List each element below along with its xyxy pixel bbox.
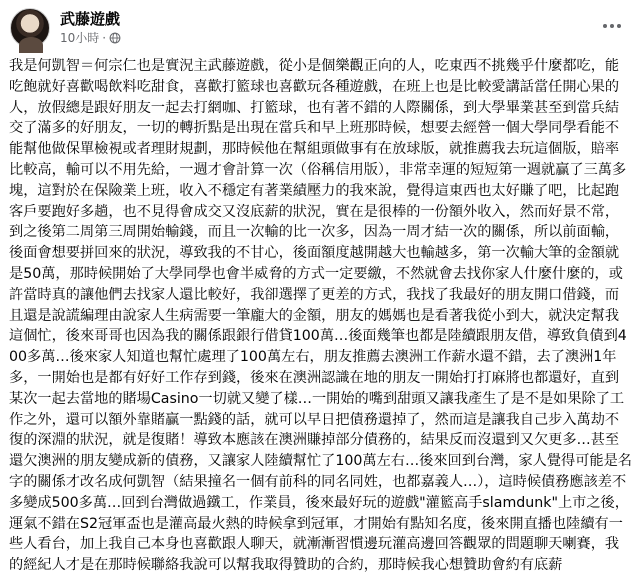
more-dot [610, 24, 614, 28]
post-meta [60, 30, 121, 46]
more-dot [617, 24, 621, 28]
post-text: 我是何凱智＝何宗仁也是實況主武藤遊戲，從小是個樂觀正向的人，吃東西不挑幾乎什麼都吃，能吃飽就好喜歡喝飲料吃甜食，喜歡打籃球也喜歡玩各種遊戲，在班上也是比較愛講話當任開心果的人，放假總是跟好朋友一起去打網咖、打籃球，也有著不錯的人際關係，到大學畢業甚至到當兵結交了滿多的好朋友，一切的轉折點是出現在當兵和早上班那時候，想要去經營一個大學同學看能不能幫他做保單檢視或者理財規劃，那時候他在幫組頭做事有在放球版，就推薦我去玩這個版，賠率比較高，輸可以不用先給，一週才會計算一次（俗稱信用版），非常幸運的短短第一週就贏了三萬多塊，這對於在保險業上班，收入不穩定有著業績壓力的我來說，覺得這東西也太好賺了吧，比起跑客戶要跑好多趟，也不見得會成交又沒底薪的狀況，實在是很棒的一份額外收入，然而好景不常，到之後第二周第三周開始輸錢，而且一次輸的比一次多，因為一周才結一次的關係，所以前面輸，後面會想要拼回來的狀況，導致我的不甘心，後面額度越開越大也輸越多，第一次輸大筆的金額就是50萬，那時候開始了大學同學也會半威脅的方式一定要繳，不然就會去找你家人什麼什麼的，或許當時真的讓他們去找家人還比較好，我卻選擇了更差的方式，我找了我最好的朋友開口借錢，而且還是說謊編理由說家人生病需要一筆龐大的金額，朋友的媽媽也是看著我從小到大，就決定幫我這個忙，後來哥哥也因為我的關係跟銀行借貸100萬…後面幾筆也都是陸續跟朋友借，導致負債到400多萬…後來家人知道也幫忙處理了100萬左右，朋友推薦去澳洲工作薪水還不錯，去了澳洲1年多，一開始也是都有好好工作存到錢，後來在澳洲認識在地的朋友一開始打打麻將也都還好，直到某次一起去當地的賭場Casino一切就又變了樣…一開始的嘴到甜頭又讓我產生了是不是如果除了工作之外，還可以額外靠賭贏一點錢的話，就可以早日把債務還掉了，然而這是讓我自己步入萬劫不復的深淵的狀況，就是復賭！導致本應該在澳洲賺掉部分債務的，結果反而沒還到又欠更多…甚至還欠澳洲的朋友變成新的債務，又讓家人陸續幫忙了100萬左右…後來回到台灣，家人覺得可能是名字的關係才改名成何凱智（結果撞名一個有前科的同名同姓，也都嘉義人…），這時候債務應該差不多變成500多萬…回到台灣做過鐵工，作業員，後來最好玩的遊戲"灌籃高手slamdunk"上市之後，運氣不錯在S2冠軍盃也是灌高最火熱的時候拿到冠軍，才開始有點知名度，後來開直播也陸續有一些人看台，加上我自己本身也喜歡跟人聊天，就漸漸習慣邊玩灌高邊回答觀眾的問題聊天喇賽，我的經紀人才是在那時候聯絡我說可以幫我取得贊助的合約，那時候我心想贊助會約有底薪 [9, 58, 632, 574]
author-avatar[interactable] [10, 8, 50, 48]
more-dot [603, 24, 607, 28]
author-name[interactable]: 武藤遊戲 [60, 10, 121, 28]
author-info [60, 10, 121, 46]
post-timestamp[interactable]: 10小時 [60, 31, 100, 45]
globe-icon[interactable] [109, 32, 121, 44]
meta-separator: · [102, 31, 107, 45]
post-header [10, 8, 121, 48]
more-options-icon[interactable] [598, 16, 626, 36]
